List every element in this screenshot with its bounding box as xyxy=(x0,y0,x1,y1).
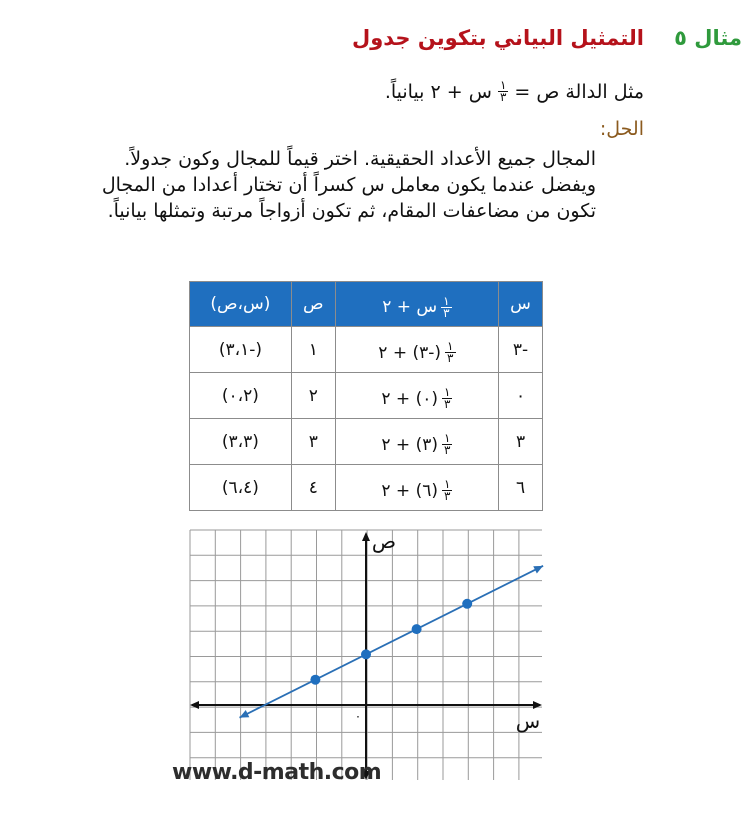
cell-pair: (-٣،١) xyxy=(190,327,292,373)
table-row xyxy=(190,373,543,419)
table-row xyxy=(190,465,543,511)
cell-x: -٣ xyxy=(499,327,543,373)
cell-y: ١ xyxy=(291,327,335,373)
header-pair: (س،ص) xyxy=(190,282,292,327)
cell-y: ٢ xyxy=(291,373,335,419)
table-row xyxy=(190,419,543,465)
cell-expression xyxy=(335,373,498,419)
y-axis-label: ص xyxy=(371,529,397,553)
plotted-point xyxy=(310,675,320,685)
plotted-point xyxy=(462,599,472,609)
origin-label: ٠ xyxy=(354,709,362,723)
coordinate-graph xyxy=(188,528,544,782)
problem-fraction-denominator: ٣ xyxy=(499,90,507,104)
cell-x: ٣ xyxy=(499,419,543,465)
plotted-point xyxy=(361,649,371,659)
solution-text: المجال جميع الأعداد الحقيقية. اختر قيماً للمجال وكون جدولاً. ويفضل عندما يكون معامل س كسراً أن تختار أعدادا من المجال تكون من مضاعفات المقام، ثم تكون أزواجاً مرتبة وتمثلها بيانياً. xyxy=(101,148,596,222)
x-axis-arrow-left xyxy=(190,701,199,709)
cell-expression-arg: (٠) + ٢ xyxy=(381,388,438,409)
cell-expression-arg: (٣) + ٢ xyxy=(381,434,438,455)
solution-label: الحل: xyxy=(599,118,644,140)
values-table xyxy=(189,281,543,511)
x-axis-label: س xyxy=(515,709,541,733)
plotted-point xyxy=(412,624,422,634)
header-expression xyxy=(335,282,498,327)
plotted-line xyxy=(240,566,544,718)
cell-expression xyxy=(335,327,498,373)
cell-fraction: $\frac{١}{٣}$ xyxy=(447,339,454,365)
header-fraction-numerator: ١ xyxy=(443,293,450,308)
example-label: مثال ٥ xyxy=(674,26,742,50)
cell-y: ٣ xyxy=(291,419,335,465)
cell-x: ٠ xyxy=(499,373,543,419)
header-fraction-denominator: ٣ xyxy=(443,305,450,320)
cell-expression xyxy=(335,419,498,465)
problem-fraction xyxy=(498,80,508,103)
function-line xyxy=(240,566,544,718)
cell-fraction: $\frac{١}{٣}$ xyxy=(443,477,451,503)
header-expression-suffix: س + ٢ xyxy=(382,297,438,317)
cell-y: ٤ xyxy=(291,465,335,511)
example-title: التمثيل البياني بتكوين جدول xyxy=(352,26,644,50)
problem-statement xyxy=(385,80,644,103)
cell-fraction: $\frac{١}{٣}$ xyxy=(443,431,451,457)
header-fraction xyxy=(441,293,451,320)
problem-prefix: مثل الدالة ص = xyxy=(514,80,644,103)
cell-pair: (٦،٤) xyxy=(190,465,292,511)
header-y: ص xyxy=(291,282,335,327)
problem-fraction-numerator: ١ xyxy=(499,78,507,92)
table-row xyxy=(190,327,543,373)
cell-x: ٦ xyxy=(499,465,543,511)
cell-expression-arg: (٦) + ٢ xyxy=(381,480,438,501)
table-header-row xyxy=(190,282,543,327)
watermark: www.d-math.com xyxy=(172,760,382,785)
header-x: س xyxy=(499,282,543,327)
cell-expression-arg: (-٣) + ٢ xyxy=(378,342,442,363)
cell-pair: (٠،٢) xyxy=(190,373,292,419)
cell-expression xyxy=(335,465,498,511)
cell-fraction: $\frac{١}{٣}$ xyxy=(443,385,451,411)
x-axis-arrow-right xyxy=(533,701,542,709)
problem-suffix: س + ٢ بيانياً. xyxy=(384,80,492,103)
cell-pair: (٣،٣) xyxy=(190,419,292,465)
y-axis-arrow-up xyxy=(362,532,370,541)
